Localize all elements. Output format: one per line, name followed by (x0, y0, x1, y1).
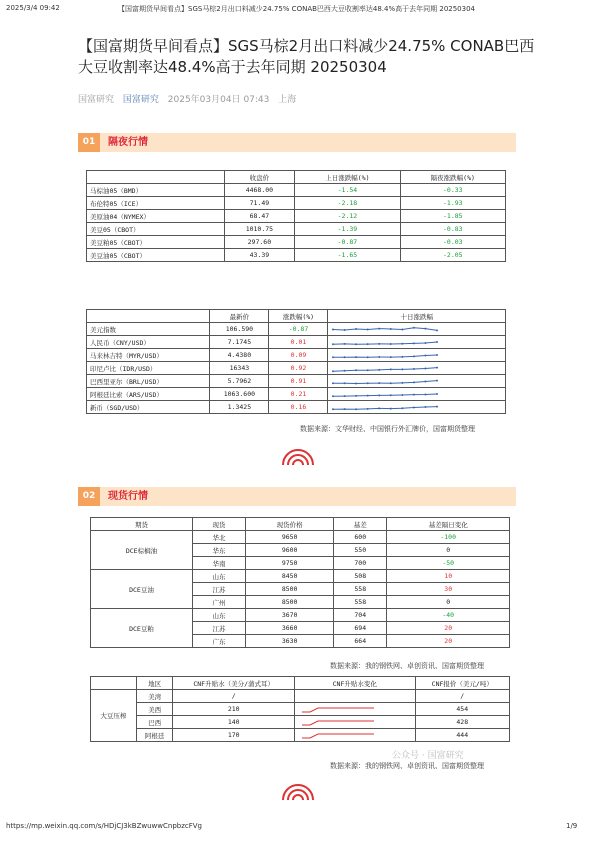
sparkline-point (356, 394, 358, 396)
spot-region: 山东 (192, 609, 245, 622)
sparkline-point (436, 379, 438, 381)
article-date: 2025年03月04日 07:43 (167, 95, 270, 105)
basis-value: 664 (334, 635, 387, 648)
spot-region: 山东 (192, 570, 245, 583)
sparkline-point (367, 369, 369, 371)
column-header: 涨跌幅(%) (269, 310, 328, 323)
spot-region: 江苏 (192, 583, 245, 596)
sparkline-point (390, 382, 392, 384)
column-header: 隔夜涨跌幅(%) (400, 171, 505, 184)
sparkline-point (402, 407, 404, 409)
table-row (91, 729, 510, 742)
cnf-quote: 444 (415, 729, 509, 742)
column-header: 最新价 (210, 310, 269, 323)
currency-name: 马来林吉特（MYR/USD） (87, 349, 210, 362)
cnf-change-sparkline (294, 690, 415, 703)
sparkline-point (413, 367, 415, 369)
instrument-name: 美豆05（CBOT） (87, 223, 225, 236)
article-location: 上海 (278, 95, 297, 105)
sparkline-point (356, 382, 358, 384)
cnf-region: 阿根廷 (136, 729, 173, 742)
sparkline-point (332, 343, 334, 345)
column-header: 收盘价 (224, 171, 295, 184)
sparkline-point (413, 393, 415, 395)
close-price: 43.39 (224, 249, 295, 262)
basis-value: 558 (334, 596, 387, 609)
prev-change: -2.12 (295, 210, 400, 223)
ten-day-sparkline (328, 401, 506, 414)
cnf-region: 美西 (136, 703, 173, 716)
latest-price: 106.590 (210, 323, 269, 336)
instrument-name: 布伦特05（ICE） (87, 197, 225, 210)
sparkline-point (390, 328, 392, 330)
futures-group-name: DCE豆油 (91, 570, 193, 609)
night-change: -1.85 (400, 210, 505, 223)
currency-name: 人民币（CNY/USD） (87, 336, 210, 349)
column-header: 期货 (91, 518, 193, 531)
sparkline-point (379, 368, 381, 370)
basis-value: 550 (334, 544, 387, 557)
basis-change: 10 (387, 570, 510, 583)
sparkline-point (425, 327, 427, 329)
sparkline-point (332, 370, 334, 372)
sparkline-point (367, 382, 369, 384)
table-row (87, 323, 506, 336)
prev-change: -2.18 (295, 197, 400, 210)
change-pct: -0.87 (269, 323, 328, 336)
sparkline-point (390, 368, 392, 370)
spot-price: 9650 (246, 531, 334, 544)
table-row (91, 690, 510, 703)
section-2-number: 02 (78, 487, 100, 506)
browser-tab-title: 【国富期货早间看点】SGS马棕2月出口料减少24.75% CONAB巴西大豆收割率达48.4%高于去年同期 20250304 (118, 5, 475, 13)
cnf-premium: / (173, 690, 294, 703)
fx-table-wrap (86, 309, 506, 414)
sparkline-point (390, 356, 392, 358)
sparkline-point (413, 381, 415, 383)
change-pct: 0.92 (269, 362, 328, 375)
column-header: 地区 (136, 677, 173, 690)
sparkline-point (390, 407, 392, 409)
sparkline-point (367, 328, 369, 330)
table-row (87, 336, 506, 349)
cnf-table (90, 676, 510, 742)
change-pct: 0.09 (269, 349, 328, 362)
column-header: 现货 (192, 518, 245, 531)
spot-price: 8500 (246, 583, 334, 596)
sparkline-point (332, 328, 334, 330)
basis-change: -50 (387, 557, 510, 570)
column-header: 上日涨跌幅(%) (295, 171, 400, 184)
close-price: 1010.75 (224, 223, 295, 236)
bottom-ornament-icon (281, 780, 315, 800)
latest-price: 7.1745 (210, 336, 269, 349)
cnf-premium: 170 (173, 729, 294, 742)
basis-value: 704 (334, 609, 387, 622)
sparkline-point (402, 342, 404, 344)
table-row (87, 236, 506, 249)
browser-timestamp: 2025/3/4 09:42 (6, 4, 60, 12)
table-row (87, 388, 506, 401)
section-1-number: 01 (78, 133, 100, 152)
table-row (91, 570, 510, 583)
spot-table-wrap (90, 517, 510, 648)
sparkline-point (413, 355, 415, 357)
sparkline-point (379, 342, 381, 344)
sparkline-point (356, 356, 358, 358)
cnf-group-name: 大豆压榨 (91, 690, 137, 742)
sparkline-point (413, 406, 415, 408)
basis-change: -40 (387, 609, 510, 622)
section-1-label: 隔夜行情 (108, 137, 148, 148)
section-1-source: 数据来源：文华财经、中国银行外汇牌价，国富期货整理 (300, 425, 475, 433)
spot-price: 3660 (246, 622, 334, 635)
sparkline-point (356, 328, 358, 330)
ten-day-sparkline (328, 349, 506, 362)
close-price: 68.47 (224, 210, 295, 223)
table-row (87, 223, 506, 236)
sparkline-point (379, 327, 381, 329)
column-header: 现货价格 (246, 518, 334, 531)
spot-price: 3630 (246, 635, 334, 648)
night-change: -2.05 (400, 249, 505, 262)
sparkline-point (332, 395, 334, 397)
column-header: 十日涨跌幅 (328, 310, 506, 323)
futures-table (86, 170, 506, 262)
spot-price: 9750 (246, 557, 334, 570)
close-price: 71.49 (224, 197, 295, 210)
table-row (87, 362, 506, 375)
spot-region: 江苏 (192, 622, 245, 635)
futures-group-name: DCE棕榈油 (91, 531, 193, 570)
table-row (87, 210, 506, 223)
spot-source: 数据来源：我的钢铁网、卓创资讯、国富期货整理 (330, 662, 484, 670)
basis-change: 30 (387, 583, 510, 596)
spot-price: 8450 (246, 570, 334, 583)
section-2-bar (78, 487, 516, 506)
sparkline-point (379, 356, 381, 358)
sparkline-point (402, 393, 404, 395)
sparkline-point (436, 393, 438, 395)
latest-price: 16343 (210, 362, 269, 375)
sparkline-point (436, 341, 438, 343)
basis-value: 558 (334, 583, 387, 596)
sparkline-point (356, 343, 358, 345)
sparkline-point (344, 382, 346, 384)
instrument-name: 马棕油05（BMD） (87, 184, 225, 197)
ten-day-sparkline (328, 336, 506, 349)
futures-table-wrap (86, 170, 506, 262)
ten-day-sparkline (328, 323, 506, 336)
sparkline-point (390, 342, 392, 344)
sparkline-point (344, 356, 346, 358)
cnf-source: 数据来源：我的钢铁网、卓创资讯、国富期货整理 (330, 762, 484, 770)
table-row (87, 349, 506, 362)
currency-name: 阿根廷比索（ARS/USD） (87, 388, 210, 401)
spot-region: 广东 (192, 635, 245, 648)
cnf-region: 美湾 (136, 690, 173, 703)
column-header: CNF升贴水变化 (294, 677, 415, 690)
sparkline-point (367, 407, 369, 409)
column-header (87, 310, 210, 323)
spot-region: 华南 (192, 557, 245, 570)
cnf-quote: / (415, 690, 509, 703)
sparkline-point (425, 354, 427, 356)
basis-value: 600 (334, 531, 387, 544)
currency-name: 巴西里亚尔（BRL/USD） (87, 375, 210, 388)
watermark: 公众号 · 国富研究 (392, 751, 464, 761)
section-2-label: 现货行情 (108, 491, 148, 502)
night-change: -1.93 (400, 197, 505, 210)
cnf-change-sparkline (294, 716, 415, 729)
sparkline-point (425, 341, 427, 343)
sparkline-point (367, 343, 369, 345)
sparkline-point (344, 395, 346, 397)
table-row (87, 401, 506, 414)
column-header (91, 677, 137, 690)
cnf-quote: 454 (415, 703, 509, 716)
table-row (87, 375, 506, 388)
sparkline-point (344, 369, 346, 371)
basis-change: 0 (387, 544, 510, 557)
close-price: 297.60 (224, 236, 295, 249)
sparkline-point (425, 380, 427, 382)
sparkline-point (402, 381, 404, 383)
sparkline-point (425, 406, 427, 408)
column-header: 基差隔日变化 (387, 518, 510, 531)
basis-value: 508 (334, 570, 387, 583)
cnf-premium: 210 (173, 703, 294, 716)
sparkline-point (332, 356, 334, 358)
latest-price: 1063.600 (210, 388, 269, 401)
latest-price: 4.4380 (210, 349, 269, 362)
sparkline-point (413, 342, 415, 344)
article-title: 【国富期货早间看点】SGS马棕2月出口料减少24.75% CONAB巴西大豆收割率达48.4%高于去年同期 20250304 (78, 37, 535, 76)
sparkline-point (402, 355, 404, 357)
sparkline-point (356, 369, 358, 371)
spot-price: 8500 (246, 596, 334, 609)
fx-table (86, 309, 506, 414)
spot-region: 华东 (192, 544, 245, 557)
night-change: -0.83 (400, 223, 505, 236)
page-number: 1/9 (566, 822, 578, 830)
spot-region: 广州 (192, 596, 245, 609)
spot-region: 华北 (192, 531, 245, 544)
table-row (91, 609, 510, 622)
sparkline-point (436, 366, 438, 368)
currency-name: 美元指数 (87, 323, 210, 336)
prev-change: -1.39 (295, 223, 400, 236)
column-header: CNF升贴水（美分/蒲式耳） (173, 677, 294, 690)
change-pct: 0.01 (269, 336, 328, 349)
spot-price: 9600 (246, 544, 334, 557)
sparkline-point (402, 328, 404, 330)
basis-change: 20 (387, 622, 510, 635)
ten-day-sparkline (328, 362, 506, 375)
sparkline-point (436, 354, 438, 356)
prev-change: -0.87 (295, 236, 400, 249)
column-header: CNF报价（美元/吨） (415, 677, 509, 690)
change-pct: 0.91 (269, 375, 328, 388)
sparkline-point (332, 382, 334, 384)
close-price: 4468.00 (224, 184, 295, 197)
sparkline-point (379, 394, 381, 396)
cnf-change-sparkline (294, 729, 415, 742)
basis-change: -100 (387, 531, 510, 544)
column-header: 基差 (334, 518, 387, 531)
spot-price: 3670 (246, 609, 334, 622)
currency-name: 新币（SGD/USD） (87, 401, 210, 414)
table-row (91, 531, 510, 544)
cnf-region: 巴西 (136, 716, 173, 729)
table-row (87, 184, 506, 197)
account-link[interactable]: 国富研究 (122, 95, 159, 105)
currency-name: 印尼卢比（IDR/USD） (87, 362, 210, 375)
article-meta (78, 92, 296, 105)
latest-price: 1.3425 (210, 401, 269, 414)
basis-change: 20 (387, 635, 510, 648)
article-author: 国富研究 (78, 95, 115, 105)
table-row (91, 703, 510, 716)
sparkline-point (436, 329, 438, 331)
sparkline-point (356, 408, 358, 410)
sparkline-point (425, 367, 427, 369)
instrument-name: 美豆粕05（CBOT） (87, 236, 225, 249)
cnf-table-wrap (90, 676, 510, 742)
table-row (87, 249, 506, 262)
sparkline-point (425, 393, 427, 395)
sparkline-point (344, 328, 346, 330)
spot-table (90, 517, 510, 648)
ten-day-sparkline (328, 375, 506, 388)
sparkline-point (436, 405, 438, 407)
sparkline-point (413, 326, 415, 328)
sparkline-point (344, 342, 346, 344)
futures-group-name: DCE豆粕 (91, 609, 193, 648)
sparkline-point (332, 408, 334, 410)
latest-price: 5.7962 (210, 375, 269, 388)
sparkline-point (367, 356, 369, 358)
sparkline-point (344, 408, 346, 410)
ten-day-sparkline (328, 388, 506, 401)
prev-change: -1.65 (295, 249, 400, 262)
instrument-name: 美豆油05（CBOT） (87, 249, 225, 262)
sparkline-point (379, 407, 381, 409)
change-pct: 0.16 (269, 401, 328, 414)
sparkline-point (379, 382, 381, 384)
sparkline-point (390, 394, 392, 396)
table-row (87, 197, 506, 210)
change-pct: 0.21 (269, 388, 328, 401)
divider-ornament-icon (281, 445, 315, 465)
basis-change: 0 (387, 596, 510, 609)
cnf-premium: 140 (173, 716, 294, 729)
instrument-name: 美原油04（NYMEX） (87, 210, 225, 223)
page-url: https://mp.weixin.qq.com/s/HDjCJ3kBZwuwwCnpbzcFVg (6, 822, 202, 830)
basis-value: 694 (334, 622, 387, 635)
column-header (87, 171, 225, 184)
night-change: -0.03 (400, 236, 505, 249)
cnf-change-sparkline (294, 703, 415, 716)
prev-change: -1.54 (295, 184, 400, 197)
night-change: -0.33 (400, 184, 505, 197)
sparkline-point (402, 368, 404, 370)
sparkline-point (367, 394, 369, 396)
basis-value: 700 (334, 557, 387, 570)
cnf-quote: 428 (415, 716, 509, 729)
table-row (91, 716, 510, 729)
section-1-bar (78, 133, 516, 152)
